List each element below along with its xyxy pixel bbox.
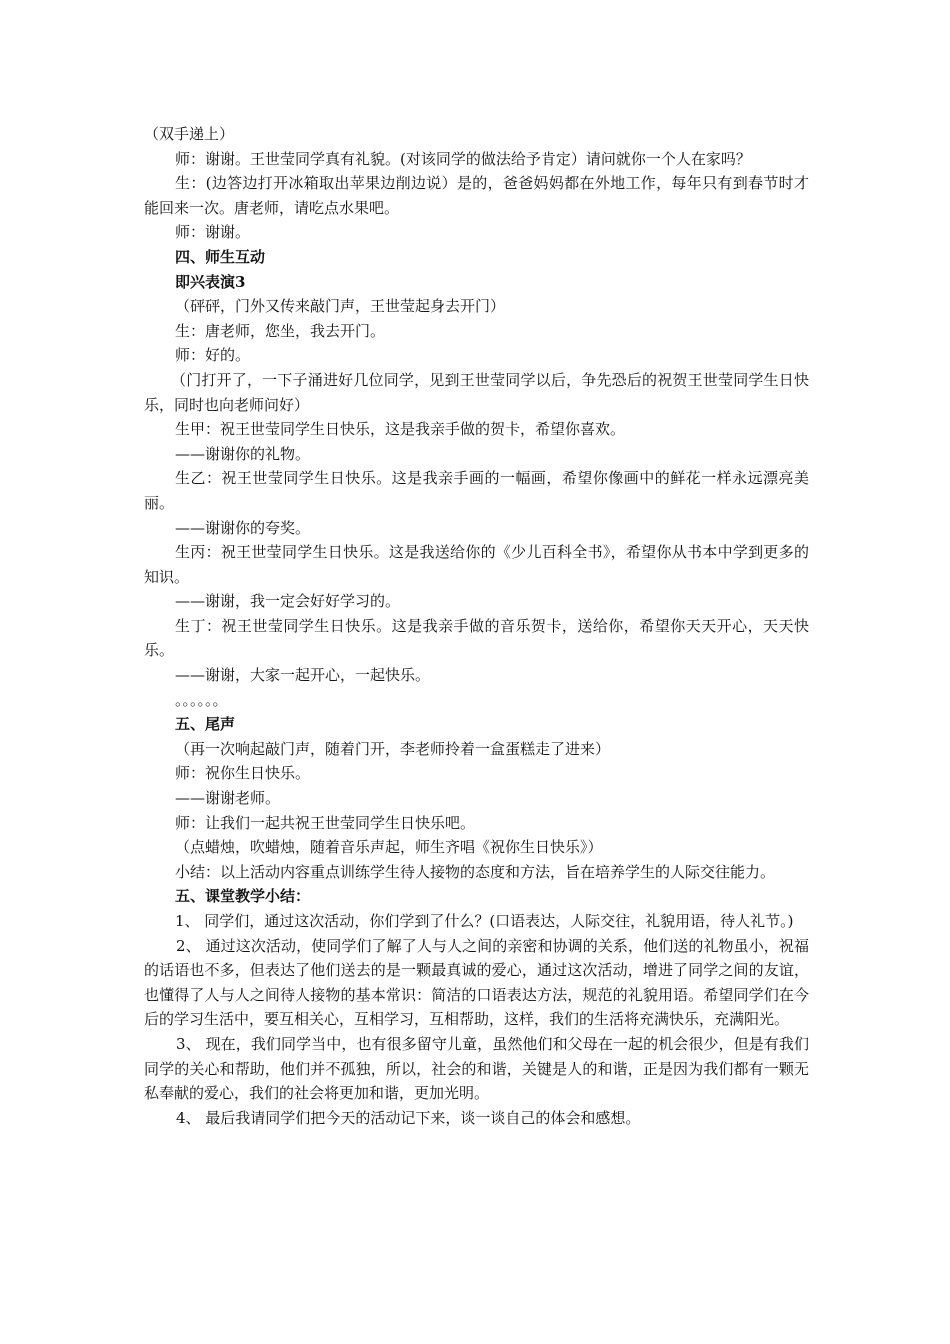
paragraph: （再一次响起敲门声，随着门开，李老师拎着一盒蛋糕走了进来） [175,739,611,758]
section-heading: 五、课堂教学小结： [175,887,311,906]
paragraph: （点蜡烛，吹蜡烛，随着音乐声起，师生齐唱《祝你生日快乐》） [175,838,603,857]
paragraph: 生：(边答边打开冰箱取出苹果边削边说）是的，爸爸妈妈都在外地工作，每年只有到春节时才能回来一次。唐老师，请吃点水果吧。 [144,174,809,217]
paragraph: （双手递上） [144,125,235,143]
paragraph: 生丁：祝王世莹同学生日快乐。这是我亲手做的音乐贺卡，送给你，希望你天天开心，天天快乐。 [144,616,809,660]
document-page [144,122,809,1130]
paragraph: 3、 现在，我们同学当中，也有很多留守儿童，虽然他们和父母在一起的机会很少，但是有我们同学的关心和帮助，他们并不孤独，所以，社会的和谐，关键是人的和谐，正是因为我们都有一颗无私奉献的爱心，我们的社会将更加和谐，更加光明。 [144,1034,809,1103]
paragraph: 生丙：祝王世莹同学生日快乐。这是我送给你的《少儿百科全书》，希望你从书本中学到更多的知识。 [144,543,809,586]
section-heading: 四、师生互动 [175,247,266,266]
paragraph: ——谢谢你的夸奖。 [175,518,311,537]
section-heading: 即兴表演3 [175,272,246,291]
paragraph: 2、 通过这次活动，使同学们了解了人与人之间的亲密和协调的关系，他们送的礼物虽小，祝福的话语也不多，但表达了他们送去的是一颗最真诚的爱心，通过这次活动，增进了同学之间的友谊，也懂得了人与人之间待人接物的基本常识：简洁的口语表达方法，规范的礼貌用语。希望同学们在今后的学习生活中，要互相关心，互相学习，互相帮助，这样，我们的生活将充满快乐，充满阳光。 [144,936,809,1029]
paragraph: ——谢谢你的礼物。 [175,444,311,463]
paragraph: 生乙：祝王世莹同学生日快乐。这是我亲手画的一幅画，希望你像画中的鲜花一样永远漂亮美丽。 [144,469,809,512]
paragraph: ——谢谢，我一定会好好学习的。 [175,592,401,611]
paragraph: 师：谢谢。 [175,223,251,242]
paragraph: （砰砰，门外又传来敲门声，王世莹起身去开门） [175,297,506,316]
paragraph: 师：让我们一起共祝王世莹同学生日快乐吧。 [175,813,476,832]
paragraph: 生甲：祝王世莹同学生日快乐，这是我亲手做的贺卡，希望你喜欢。 [175,420,626,439]
paragraph: 师：祝你生日快乐。 [175,764,311,783]
paragraph: 小结：以上活动内容重点训练学生待人接物的态度和方法，旨在培养学生的人际交往能力。 [175,862,776,881]
paragraph: （门打开了，一下子涌进好几位同学，见到王世莹同学以后，争先恐后的祝贺王世莹同学生日快乐，同时也向老师问好） [144,370,809,414]
paragraph: 4、 最后我请同学们把今天的活动记下来，谈一谈自己的体会和感想。 [176,1108,641,1127]
paragraph: 师：谢谢。王世莹同学真有礼貌。(对该同学的做法给予肯定）请问就你一个人在家吗？ [175,149,751,168]
section-heading: 五、尾声 [175,715,236,734]
paragraph: ——谢谢，大家一起开心，一起快乐。 [175,666,431,685]
paragraph: 师：好的。 [175,346,251,365]
paragraph: 生：唐老师，您坐，我去开门。 [175,321,386,340]
paragraph: 1、 同学们，通过这次活动，你们学到了什么？(口语表达，人际交往，礼貌用语，待人礼节。) [175,912,794,930]
paragraph: 。。。。。。 [175,690,228,709]
paragraph: ——谢谢老师。 [175,789,281,808]
